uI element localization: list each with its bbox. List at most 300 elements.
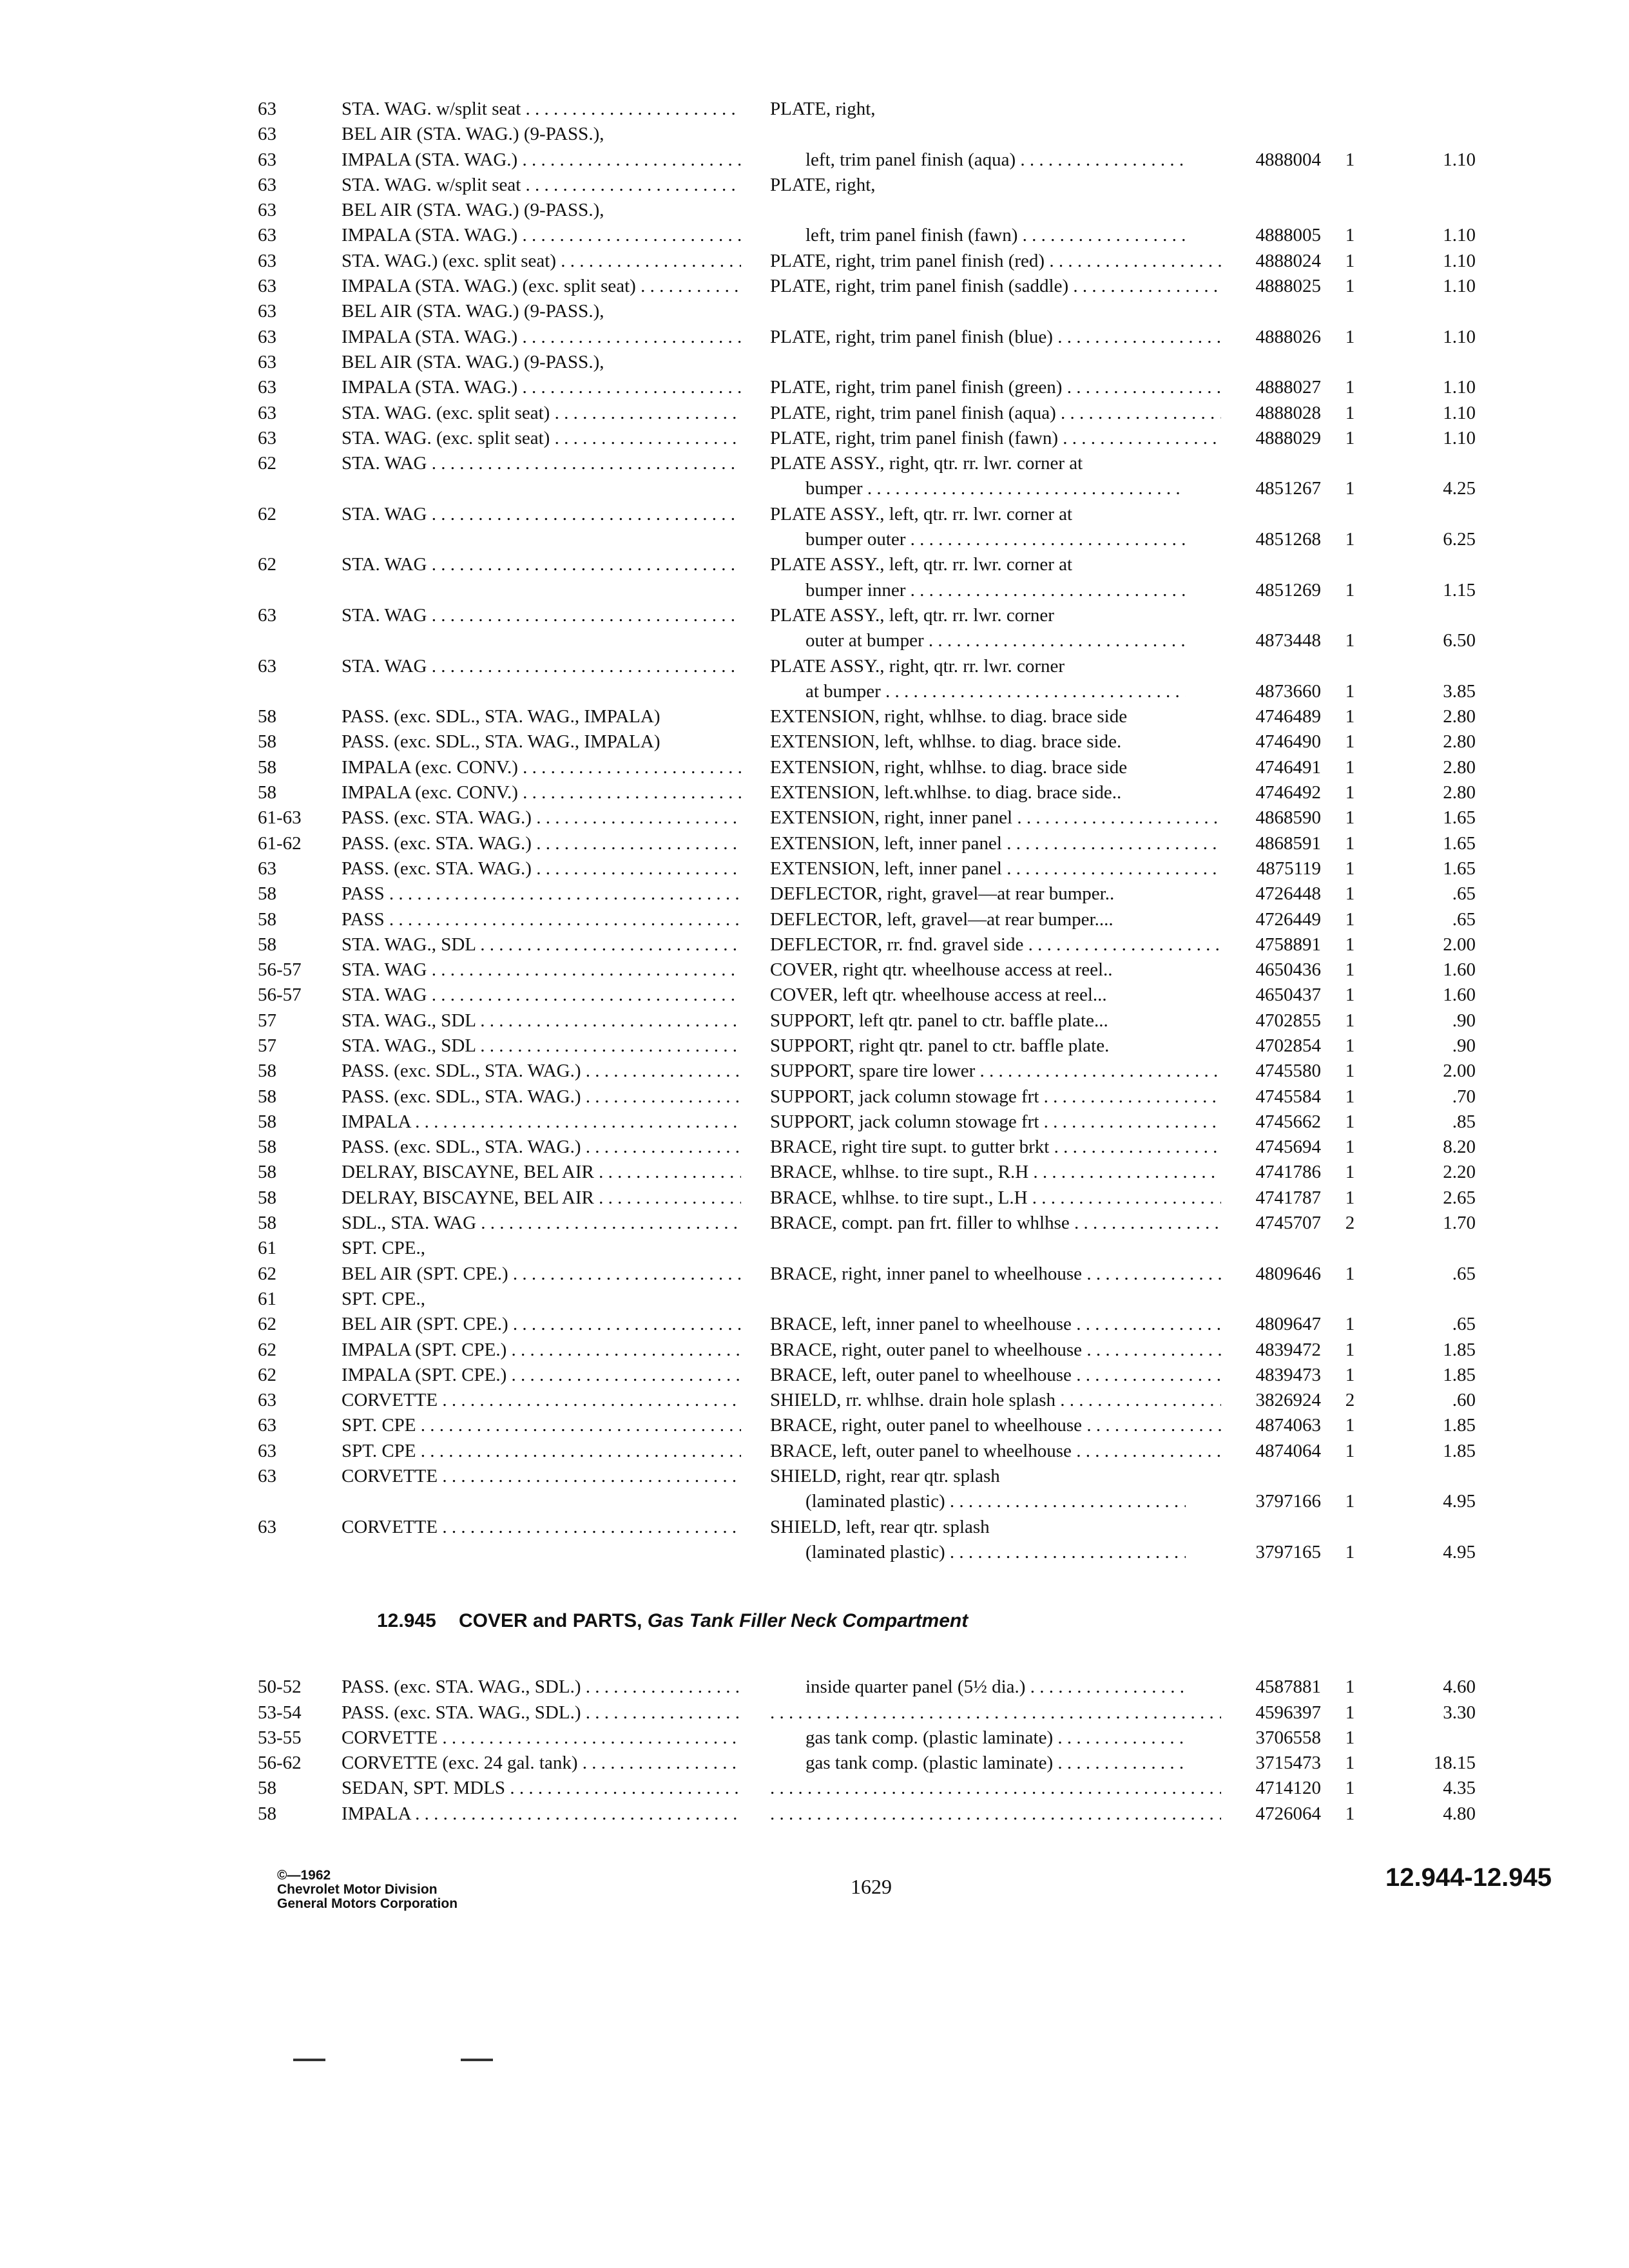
model-applicability: STA. WAG . . . — [342, 552, 741, 577]
price: 1.85 — [1443, 1339, 1476, 1360]
part-description: BRACE, left, inner panel to wheelhouse . . . — [770, 1312, 1221, 1337]
quantity: 1 — [1345, 1263, 1355, 1284]
price: 6.25 — [1443, 529, 1476, 550]
model-year: 63 — [258, 858, 276, 879]
model-applicability: PASS. (exc. STA. WAG., SDL.) . . . — [342, 1675, 741, 1700]
model-year: 58 — [258, 883, 276, 905]
model-year: 58 — [258, 756, 276, 778]
price: 1.65 — [1443, 858, 1476, 879]
table-row — [0, 198, 1629, 223]
table-row — [0, 1008, 1629, 1033]
part-number: 4851267 — [1255, 478, 1321, 499]
model-year: 63 — [258, 351, 276, 372]
price: 1.70 — [1443, 1213, 1476, 1234]
table-row — [0, 1675, 1629, 1700]
model-applicability: CORVETTE . . . — [342, 1388, 741, 1413]
model-applicability: DELRAY, BISCAYNE, BEL AIR . . . — [342, 1160, 741, 1185]
part-number: 4888004 — [1255, 149, 1321, 170]
model-applicability: PASS. (exc. STA. WAG.) . . . — [342, 856, 741, 881]
part-description — [770, 1802, 1221, 1827]
price: 1.60 — [1443, 985, 1476, 1006]
price: .65 — [1452, 908, 1476, 930]
part-description: SUPPORT, spare tire lower . . . — [770, 1059, 1221, 1084]
model-applicability: IMPALA (exc. CONV.) . . . — [342, 755, 741, 780]
table-row — [0, 451, 1629, 476]
model-applicability: BEL AIR (STA. WAG.) (9-PASS.), — [342, 301, 604, 322]
part-description: gas tank comp. (plastic laminate) . . . — [770, 1725, 1186, 1751]
model-applicability: STA. WAG., SDL . . . — [342, 932, 741, 957]
part-description: SHIELD, right, rear qtr. splash — [770, 1466, 1000, 1487]
price: .90 — [1452, 1035, 1476, 1056]
model-applicability: CORVETTE (exc. 24 gal. tank) . . . — [342, 1751, 741, 1776]
table-row — [0, 1287, 1629, 1312]
model-year: 62 — [258, 453, 276, 474]
part-description: EXTENSION, left, whlhse. to diag. brace side. — [770, 731, 1122, 753]
price: 18.15 — [1433, 1753, 1476, 1774]
model-applicability: SEDAN, SPT. MDLS . . . — [342, 1776, 741, 1801]
scan-mark — [461, 2059, 493, 2061]
table-row — [0, 780, 1629, 805]
part-description: COVER, right qtr. wheelhouse access at reel.. — [770, 959, 1113, 981]
part-number: 4714120 — [1255, 1778, 1321, 1799]
price: .65 — [1452, 883, 1476, 905]
model-applicability: PASS. (exc. SDL., STA. WAG., IMPALA) — [342, 731, 660, 753]
copyright-year: ©—1962 — [277, 1868, 331, 1883]
model-year: 63 — [258, 225, 276, 246]
model-applicability: STA. WAG . . . — [342, 502, 741, 527]
price: 1.85 — [1443, 1415, 1476, 1436]
table-row — [0, 1110, 1629, 1135]
table-row — [0, 274, 1629, 299]
table-row — [0, 249, 1629, 274]
quantity: 1 — [1345, 706, 1355, 727]
price: .65 — [1452, 1263, 1476, 1284]
table-row — [0, 527, 1629, 552]
part-number: 4746492 — [1255, 782, 1321, 803]
quantity: 1 — [1345, 756, 1355, 778]
table-row — [0, 476, 1629, 501]
model-year: 57 — [258, 1035, 276, 1056]
price: 1.15 — [1443, 579, 1476, 601]
quantity: 1 — [1345, 1491, 1355, 1512]
model-year: 58 — [258, 1111, 276, 1132]
model-applicability: BEL AIR (SPT. CPE.) . . . — [342, 1312, 741, 1337]
table-row — [0, 881, 1629, 907]
quantity: 1 — [1345, 250, 1355, 271]
part-description: PLATE ASSY., left, qtr. rr. lwr. corner at — [770, 554, 1073, 575]
part-number: 4888027 — [1255, 377, 1321, 398]
price: 1.85 — [1443, 1364, 1476, 1385]
part-description: SUPPORT, left qtr. panel to ctr. baffle plate... — [770, 1010, 1108, 1031]
table-row — [0, 299, 1629, 324]
model-year: 63 — [258, 326, 276, 347]
price: 1.65 — [1443, 807, 1476, 829]
model-year: 53-55 — [258, 1727, 302, 1748]
model-applicability: PASS . . . — [342, 881, 741, 907]
price: 1.10 — [1443, 402, 1476, 423]
model-year: 58 — [258, 1213, 276, 1234]
part-description: left, trim panel finish (aqua) . . . — [770, 148, 1186, 173]
part-description: PLATE, right, trim panel finish (fawn) . . . — [770, 426, 1221, 451]
page-footer — [0, 1863, 1629, 1946]
part-number: 4874063 — [1255, 1415, 1321, 1436]
part-description: outer at bumper . . . — [770, 628, 1186, 653]
table-row — [0, 704, 1629, 729]
model-applicability: IMPALA (STA. WAG.) (exc. split seat) . . . — [342, 274, 741, 299]
price: .60 — [1452, 1390, 1476, 1411]
part-description: BRACE, right, inner panel to wheelhouse . . . — [770, 1262, 1221, 1287]
model-applicability: CORVETTE . . . — [342, 1515, 741, 1540]
part-description: EXTENSION, left, inner panel . . . — [770, 831, 1221, 856]
table-row — [0, 1084, 1629, 1110]
price: 4.80 — [1443, 1803, 1476, 1824]
price: 2.00 — [1443, 934, 1476, 955]
table-row — [0, 805, 1629, 831]
model-year: 61 — [258, 1238, 276, 1259]
model-year: 63 — [258, 402, 276, 423]
model-year: 63 — [258, 1415, 276, 1436]
part-number: 4741787 — [1255, 1187, 1321, 1208]
part-description: COVER, left qtr. wheelhouse access at reel... — [770, 985, 1107, 1006]
model-year: 63 — [258, 604, 276, 626]
part-description: DEFLECTOR, rr. fnd. gravel side . . . — [770, 932, 1221, 957]
table-row — [0, 173, 1629, 198]
quantity: 1 — [1345, 1035, 1355, 1056]
quantity: 1 — [1345, 908, 1355, 930]
quantity: 1 — [1345, 427, 1355, 448]
model-year: 58 — [258, 1137, 276, 1158]
price: 2.80 — [1443, 706, 1476, 727]
table-row — [0, 1211, 1629, 1236]
price: 1.10 — [1443, 427, 1476, 448]
model-year: 58 — [258, 908, 276, 930]
price: 1.10 — [1443, 225, 1476, 246]
part-number: 4587881 — [1255, 1677, 1321, 1698]
division-name: Chevrolet Motor Division — [277, 1882, 438, 1897]
model-applicability: STA. WAG.) (exc. split seat) . . . — [342, 249, 741, 274]
part-description: EXTENSION, right, inner panel . . . — [770, 805, 1221, 831]
quantity: 1 — [1345, 225, 1355, 246]
table-row — [0, 350, 1629, 375]
quantity: 1 — [1345, 630, 1355, 651]
table-row — [0, 1059, 1629, 1084]
part-number: 4746489 — [1255, 706, 1321, 727]
price: 1.65 — [1443, 832, 1476, 854]
price: .65 — [1452, 1314, 1476, 1335]
part-number: 4888024 — [1255, 250, 1321, 271]
model-applicability: STA. WAG. w/split seat . . . — [342, 173, 741, 198]
quantity: 1 — [1345, 579, 1355, 601]
price: 2.80 — [1443, 782, 1476, 803]
part-description: PLATE ASSY., left, qtr. rr. lwr. corner at — [770, 503, 1073, 524]
part-description: BRACE, left, outer panel to wheelhouse . . . — [770, 1439, 1221, 1464]
section-range: 12.944-12.945 — [1385, 1863, 1552, 1892]
price: 1.10 — [1443, 149, 1476, 170]
model-applicability: DELRAY, BISCAYNE, BEL AIR . . . — [342, 1186, 741, 1211]
model-applicability: BEL AIR (STA. WAG.) (9-PASS.), — [342, 351, 604, 372]
table-row — [0, 1725, 1629, 1751]
part-number: 4888028 — [1255, 402, 1321, 423]
table-row — [0, 148, 1629, 173]
table-row — [0, 1700, 1629, 1725]
price: 4.95 — [1443, 1541, 1476, 1562]
quantity: 1 — [1345, 1111, 1355, 1132]
model-year: 57 — [258, 1010, 276, 1031]
part-description: PLATE, right, — [770, 99, 876, 119]
quantity: 1 — [1345, 731, 1355, 753]
quantity: 1 — [1345, 1162, 1355, 1183]
model-applicability: STA. WAG . . . — [342, 603, 741, 628]
price: 2.80 — [1443, 756, 1476, 778]
part-number: 3826924 — [1255, 1390, 1321, 1411]
table-row — [0, 729, 1629, 754]
part-description: BRACE, right, outer panel to wheelhouse . . . — [770, 1338, 1221, 1363]
model-applicability: BEL AIR (SPT. CPE.) . . . — [342, 1262, 741, 1287]
part-number: 4809647 — [1255, 1314, 1321, 1335]
table-row — [0, 325, 1629, 350]
model-applicability: IMPALA (STA. WAG.) . . . — [342, 223, 741, 248]
part-description: SUPPORT, jack column stowage frt . . . — [770, 1110, 1221, 1135]
part-description: PLATE, right, — [770, 174, 876, 195]
scan-mark — [293, 2059, 325, 2061]
model-year: 62 — [258, 503, 276, 524]
part-number: 4745694 — [1255, 1137, 1321, 1158]
table-row — [0, 628, 1629, 653]
model-applicability: STA. WAG . . . — [342, 654, 741, 679]
section-title: COVER and PARTS, Gas Tank Filler Neck Compartment — [459, 1610, 969, 1632]
part-number: 4596397 — [1255, 1702, 1321, 1723]
part-number: 4746491 — [1255, 756, 1321, 778]
quantity: 1 — [1345, 782, 1355, 803]
part-number: 4702855 — [1255, 1010, 1321, 1031]
part-number: 4873660 — [1255, 680, 1321, 702]
model-year: 56-62 — [258, 1753, 302, 1774]
price: 2.65 — [1443, 1187, 1476, 1208]
model-applicability: PASS. (exc. STA. WAG.) . . . — [342, 805, 741, 831]
part-number: 4745707 — [1255, 1213, 1321, 1234]
model-year: 58 — [258, 731, 276, 753]
page-number: 1629 — [851, 1875, 892, 1898]
model-applicability: PASS. (exc. STA. WAG., SDL.) . . . — [342, 1700, 741, 1725]
quantity: 1 — [1345, 680, 1355, 702]
part-description: BRACE, right tire supt. to gutter brkt . . . — [770, 1135, 1221, 1160]
quantity: 1 — [1345, 276, 1355, 297]
part-description: gas tank comp. (plastic laminate) . . . — [770, 1751, 1186, 1776]
quantity: 1 — [1345, 478, 1355, 499]
part-number: 4868591 — [1255, 832, 1321, 854]
part-number: 4851269 — [1255, 579, 1321, 601]
quantity: 1 — [1345, 1415, 1355, 1436]
quantity: 1 — [1345, 1187, 1355, 1208]
part-number: 4726064 — [1255, 1803, 1321, 1824]
price: 8.20 — [1443, 1137, 1476, 1158]
quantity: 1 — [1345, 858, 1355, 879]
model-applicability: PASS. (exc. SDL., STA. WAG.) . . . — [342, 1135, 741, 1160]
table-row — [0, 1751, 1629, 1776]
model-applicability: PASS. (exc. STA. WAG.) . . . — [342, 831, 741, 856]
model-applicability: IMPALA (STA. WAG.) . . . — [342, 375, 741, 400]
model-year: 58 — [258, 934, 276, 955]
price: 1.10 — [1443, 250, 1476, 271]
model-applicability: STA. WAG . . . — [342, 451, 741, 476]
model-year: 62 — [258, 554, 276, 575]
table-row — [0, 97, 1629, 122]
part-number: 4741786 — [1255, 1162, 1321, 1183]
price: 1.85 — [1443, 1440, 1476, 1461]
model-year: 63 — [258, 149, 276, 170]
table-row — [0, 1776, 1629, 1801]
corporation-name: General Motors Corporation — [277, 1896, 458, 1911]
part-number: 4726448 — [1255, 883, 1321, 905]
model-applicability: STA. WAG . . . — [342, 983, 741, 1008]
part-description: BRACE, whlhse. to tire supt., L.H . . . — [770, 1186, 1221, 1211]
model-year: 62 — [258, 1314, 276, 1335]
table-row — [0, 1186, 1629, 1211]
part-number: 4873448 — [1255, 630, 1321, 651]
model-year: 58 — [258, 1778, 276, 1799]
table-row — [0, 401, 1629, 426]
part-description: PLATE ASSY., right, qtr. rr. lwr. corner — [770, 655, 1065, 677]
quantity: 1 — [1345, 1010, 1355, 1031]
model-applicability: IMPALA (SPT. CPE.) . . . — [342, 1363, 741, 1388]
quantity: 1 — [1345, 1541, 1355, 1562]
model-year: 63 — [258, 99, 276, 119]
price: 1.60 — [1443, 959, 1476, 981]
part-description: BRACE, whlhse. to tire supt., R.H . . . — [770, 1160, 1221, 1185]
part-description: PLATE, right, trim panel finish (aqua) . . . — [770, 401, 1221, 426]
part-number: 4702854 — [1255, 1035, 1321, 1056]
part-description: EXTENSION, right, whlhse. to diag. brace side — [770, 756, 1128, 778]
price: 2.00 — [1443, 1061, 1476, 1082]
part-description: BRACE, compt. pan frt. filler to whlhse . . . — [770, 1211, 1221, 1236]
table-row — [0, 1515, 1629, 1540]
table-row — [0, 578, 1629, 603]
model-year: 56-57 — [258, 985, 302, 1006]
part-description: EXTENSION, left, inner panel . . . — [770, 856, 1221, 881]
model-applicability: STA. WAG . . . — [342, 957, 741, 983]
quantity: 1 — [1345, 1440, 1355, 1461]
price: .90 — [1452, 1010, 1476, 1031]
quantity: 1 — [1345, 529, 1355, 550]
part-description: bumper outer . . . — [770, 527, 1186, 552]
table-row — [0, 1236, 1629, 1261]
part-description: bumper . . . — [770, 476, 1186, 501]
price: 4.60 — [1443, 1677, 1476, 1698]
quantity: 1 — [1345, 1086, 1355, 1107]
table-row — [0, 223, 1629, 248]
quantity: 1 — [1345, 1137, 1355, 1158]
quantity: 1 — [1345, 1061, 1355, 1082]
part-number: 4745580 — [1255, 1061, 1321, 1082]
quantity: 1 — [1345, 1778, 1355, 1799]
table-row — [0, 502, 1629, 527]
part-number: 4746490 — [1255, 731, 1321, 753]
table-row — [0, 1160, 1629, 1185]
part-description: SUPPORT, right qtr. panel to ctr. baffle plate. — [770, 1035, 1110, 1056]
model-year: 61 — [258, 1288, 276, 1309]
quantity: 1 — [1345, 1364, 1355, 1385]
table-row — [0, 1464, 1629, 1489]
quantity: 2 — [1345, 1213, 1355, 1234]
table-row — [0, 755, 1629, 780]
model-year: 58 — [258, 1086, 276, 1107]
model-applicability: IMPALA (exc. CONV.) . . . — [342, 780, 741, 805]
price: .70 — [1452, 1086, 1476, 1107]
price: 1.10 — [1443, 326, 1476, 347]
quantity: 1 — [1345, 1339, 1355, 1360]
quantity: 1 — [1345, 326, 1355, 347]
part-number: 4745662 — [1255, 1111, 1321, 1132]
table-row — [0, 552, 1629, 577]
model-year: 62 — [258, 1364, 276, 1385]
part-description: DEFLECTOR, left, gravel—at rear bumper.... — [770, 908, 1113, 930]
price: 3.30 — [1443, 1702, 1476, 1723]
part-number: 4888025 — [1255, 276, 1321, 297]
price: 4.25 — [1443, 478, 1476, 499]
model-year: 58 — [258, 706, 276, 727]
quantity: 1 — [1345, 934, 1355, 955]
table-row — [0, 375, 1629, 400]
model-applicability: CORVETTE . . . — [342, 1464, 741, 1489]
model-applicability: BEL AIR (STA. WAG.) (9-PASS.), — [342, 200, 604, 221]
quantity: 1 — [1345, 1727, 1355, 1748]
part-number: 4839473 — [1255, 1364, 1321, 1385]
model-year: 58 — [258, 1061, 276, 1082]
table-row — [0, 1489, 1629, 1514]
model-year: 62 — [258, 1339, 276, 1360]
table-row — [0, 831, 1629, 856]
model-applicability: IMPALA (SPT. CPE.) . . . — [342, 1338, 741, 1363]
model-applicability: SPT. CPE . . . — [342, 1439, 741, 1464]
table-row — [0, 426, 1629, 451]
price: .85 — [1452, 1111, 1476, 1132]
quantity: 1 — [1345, 1702, 1355, 1723]
price: 1.10 — [1443, 276, 1476, 297]
table-row — [0, 1802, 1629, 1827]
model-year: 63 — [258, 276, 276, 297]
model-applicability: IMPALA (STA. WAG.) . . . — [342, 325, 741, 350]
model-year: 53-54 — [258, 1702, 302, 1723]
part-description: (laminated plastic) . . . — [770, 1540, 1186, 1565]
part-description — [770, 1700, 1221, 1725]
part-number: 4888005 — [1255, 225, 1321, 246]
model-applicability: CORVETTE . . . — [342, 1725, 741, 1751]
part-description: PLATE, right, trim panel finish (red) . . . — [770, 249, 1221, 274]
model-year: 58 — [258, 1162, 276, 1183]
table-row — [0, 1338, 1629, 1363]
model-applicability: STA. WAG. w/split seat . . . — [342, 97, 741, 122]
price: 2.20 — [1443, 1162, 1476, 1183]
model-year: 63 — [258, 1516, 276, 1537]
part-number: 4888029 — [1255, 427, 1321, 448]
model-applicability: PASS. (exc. SDL., STA. WAG., IMPALA) — [342, 706, 660, 727]
quantity: 1 — [1345, 1677, 1355, 1698]
model-applicability: SPT. CPE., — [342, 1238, 426, 1259]
part-description: EXTENSION, left.whlhse. to diag. brace side.. — [770, 782, 1122, 803]
part-number: 4851268 — [1255, 529, 1321, 550]
part-number: 4745584 — [1255, 1086, 1321, 1107]
model-year: 62 — [258, 1263, 276, 1284]
part-description: SUPPORT, jack column stowage frt . . . — [770, 1084, 1221, 1110]
part-number: 4726449 — [1255, 908, 1321, 930]
price: 1.10 — [1443, 377, 1476, 398]
part-description: PLATE, right, trim panel finish (green) . . . — [770, 375, 1221, 400]
table-row — [0, 1312, 1629, 1337]
model-year: 63 — [258, 174, 276, 195]
table-row — [0, 679, 1629, 704]
model-applicability: STA. WAG. (exc. split seat) . . . — [342, 401, 741, 426]
model-year: 63 — [258, 1390, 276, 1411]
